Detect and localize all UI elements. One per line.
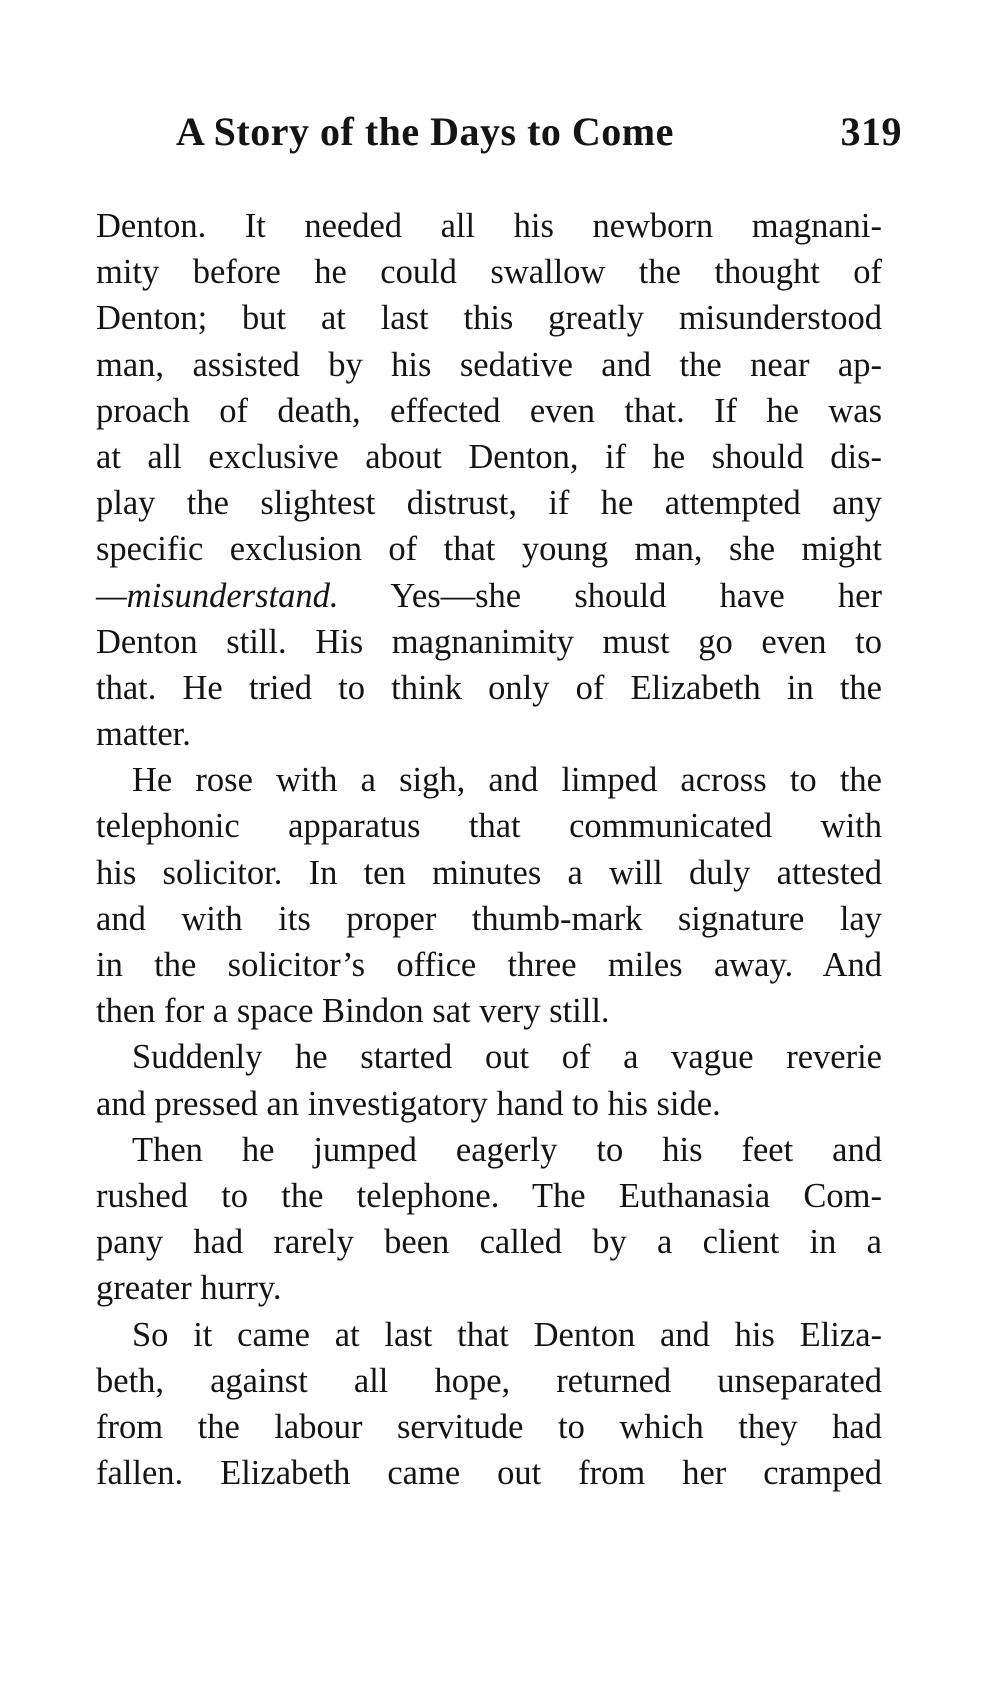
text-line: rushed to the telephone. The Euthanasia Com- bbox=[96, 1176, 882, 1215]
text-line: that. He tried to think only of Elizabeth in the bbox=[96, 668, 882, 707]
paragraph bbox=[96, 203, 882, 757]
paragraph bbox=[96, 1127, 882, 1312]
running-title: A Story of the Days to Come bbox=[176, 109, 674, 154]
text-line bbox=[96, 573, 882, 619]
text-line: So it came at last that Denton and his Eliza- bbox=[132, 1315, 882, 1354]
text-line: Suddenly he started out of a vague reverie bbox=[132, 1038, 882, 1077]
text-line: telephonic apparatus that communicated with bbox=[96, 807, 882, 846]
text-line: man, assisted by his sedative and the near ap- bbox=[96, 345, 882, 384]
body-text bbox=[96, 203, 882, 1496]
text-line: play the slightest distrust, if he attempted any bbox=[96, 484, 882, 523]
text-line: specific exclusion of that young man, she might bbox=[96, 530, 882, 569]
text-line: at all exclusive about Denton, if he should dis- bbox=[96, 437, 882, 476]
text-line: proach of death, effected even that. If he was bbox=[96, 391, 882, 430]
text-line: and pressed an investigatory hand to his side. bbox=[96, 1084, 721, 1123]
text-line: and with its proper thumb-mark signature lay bbox=[96, 899, 882, 938]
text-line: Denton still. His magnanimity must go even to bbox=[96, 622, 882, 661]
text-line: pany had rarely been called by a client in a bbox=[96, 1223, 882, 1262]
paragraph bbox=[96, 757, 882, 1034]
page-number: 319 bbox=[840, 109, 902, 154]
text-line: greater hurry. bbox=[96, 1269, 282, 1308]
text-line: in the solicitor’s office three miles away. And bbox=[96, 946, 882, 984]
text-line: his solicitor. In ten minutes a will duly attested bbox=[96, 853, 882, 892]
text-fragment: Yes—she should have her bbox=[338, 576, 882, 615]
italic-word: —misunderstand. bbox=[96, 576, 339, 615]
text-line: Then he jumped eagerly to his feet and bbox=[132, 1130, 882, 1169]
paragraph bbox=[96, 1312, 882, 1497]
text-line: then for a space Bindon sat very still. bbox=[96, 992, 610, 1031]
text-line: mity before he could swallow the thought of bbox=[96, 253, 882, 292]
text-line: fallen. Elizabeth came out from her cramped bbox=[96, 1454, 882, 1493]
paragraph bbox=[96, 1034, 882, 1126]
text-line: Denton; but at last this greatly misunderstood bbox=[96, 299, 882, 338]
page-header bbox=[176, 108, 902, 168]
text-line: from the labour servitude to which they had bbox=[96, 1407, 882, 1446]
text-line: beth, against all hope, returned unseparated bbox=[96, 1361, 882, 1400]
text-line: He rose with a sigh, and limped across to the bbox=[132, 761, 882, 800]
text-line: Denton. It needed all his newborn magnani- bbox=[96, 207, 882, 245]
text-line: matter. bbox=[96, 715, 191, 754]
